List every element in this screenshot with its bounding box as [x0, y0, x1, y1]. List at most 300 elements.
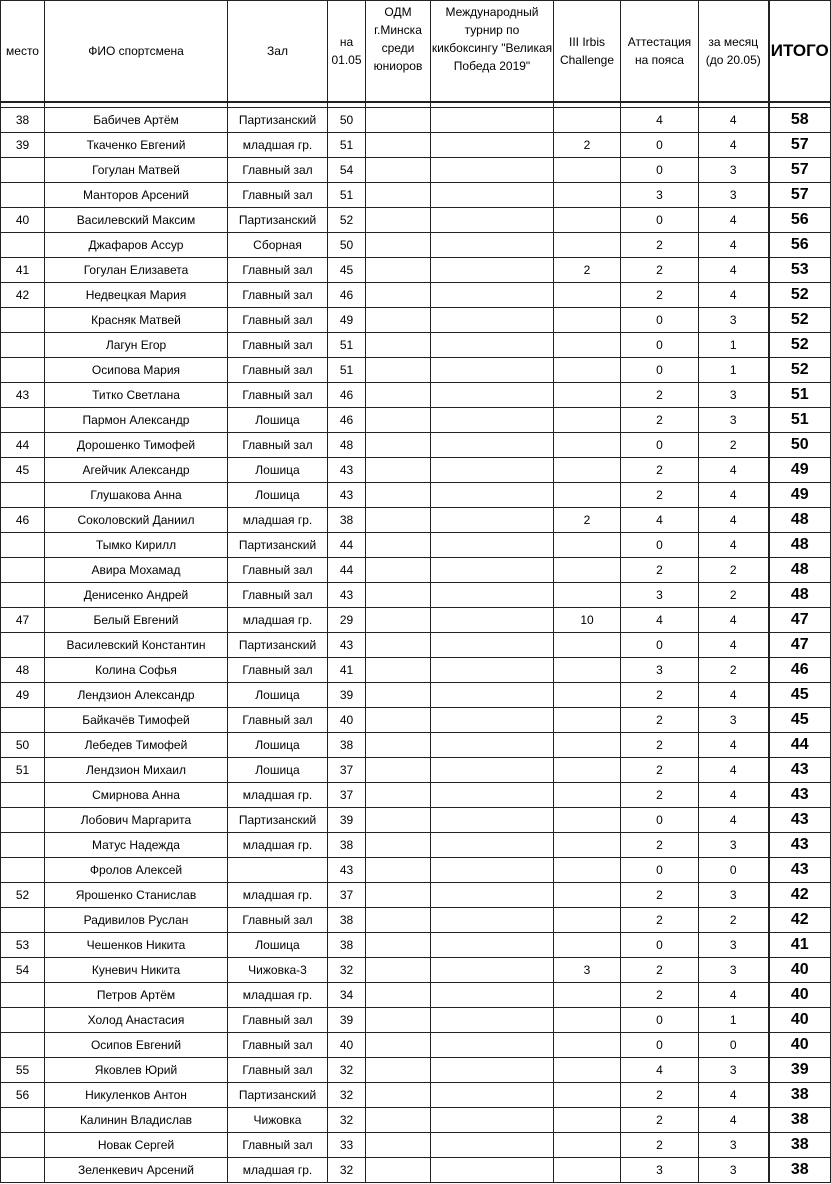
cell-gym: младшая гр.	[228, 833, 328, 858]
table-row	[1, 433, 831, 458]
cell-belt: 4	[621, 108, 699, 133]
cell-as-of: 40	[328, 708, 366, 733]
header-month: за месяц (до 20.05)	[699, 1, 769, 103]
table-row	[1, 358, 831, 383]
cell-belt: 2	[621, 908, 699, 933]
cell-month: 4	[699, 533, 769, 558]
cell-intl-tournament	[431, 433, 554, 458]
cell-irbis	[554, 283, 621, 308]
cell-as-of: 32	[328, 1058, 366, 1083]
table-row	[1, 583, 831, 608]
cell-gym: младшая гр.	[228, 508, 328, 533]
cell-irbis	[554, 408, 621, 433]
cell-irbis	[554, 908, 621, 933]
table-row	[1, 408, 831, 433]
cell-total: 48	[769, 533, 831, 558]
cell-place	[1, 333, 45, 358]
cell-irbis	[554, 533, 621, 558]
cell-irbis	[554, 358, 621, 383]
cell-month: 1	[699, 333, 769, 358]
cell-as-of: 38	[328, 733, 366, 758]
cell-as-of: 41	[328, 658, 366, 683]
table-row	[1, 383, 831, 408]
cell-place	[1, 983, 45, 1008]
cell-month: 1	[699, 1008, 769, 1033]
cell-month: 2	[699, 908, 769, 933]
cell-as-of: 37	[328, 883, 366, 908]
cell-odm	[366, 333, 431, 358]
table-row	[1, 758, 831, 783]
cell-name: Ярошенко Станислав	[45, 883, 228, 908]
cell-month: 4	[699, 458, 769, 483]
cell-month: 3	[699, 183, 769, 208]
cell-name: Лобович Маргарита	[45, 808, 228, 833]
cell-intl-tournament	[431, 233, 554, 258]
header-irbis-challenge: III Irbis Challenge	[554, 1, 621, 103]
table-row	[1, 808, 831, 833]
table-row	[1, 158, 831, 183]
cell-belt: 2	[621, 283, 699, 308]
cell-total: 45	[769, 683, 831, 708]
cell-gym: Главный зал	[228, 358, 328, 383]
cell-name: Недвецкая Мария	[45, 283, 228, 308]
cell-as-of: 52	[328, 208, 366, 233]
cell-name: Ткаченко Евгений	[45, 133, 228, 158]
cell-irbis: 3	[554, 958, 621, 983]
cell-as-of: 46	[328, 283, 366, 308]
cell-place	[1, 908, 45, 933]
cell-gym: Главный зал	[228, 708, 328, 733]
cell-total: 48	[769, 508, 831, 533]
cell-as-of: 45	[328, 258, 366, 283]
cell-irbis	[554, 308, 621, 333]
cell-gym: Главный зал	[228, 558, 328, 583]
cell-name: Манторов Арсений	[45, 183, 228, 208]
cell-belt: 2	[621, 233, 699, 258]
cell-belt: 4	[621, 508, 699, 533]
header-name: ФИО спортсмена	[45, 1, 228, 103]
cell-name: Калинин Владислав	[45, 1108, 228, 1133]
cell-gym: Лошица	[228, 933, 328, 958]
table-row	[1, 608, 831, 633]
cell-intl-tournament	[431, 558, 554, 583]
cell-odm	[366, 1008, 431, 1033]
cell-belt: 4	[621, 608, 699, 633]
cell-month: 4	[699, 508, 769, 533]
cell-irbis: 2	[554, 133, 621, 158]
cell-total: 57	[769, 183, 831, 208]
cell-as-of: 51	[328, 133, 366, 158]
table-row	[1, 708, 831, 733]
cell-total: 50	[769, 433, 831, 458]
cell-place	[1, 1108, 45, 1133]
cell-place	[1, 533, 45, 558]
cell-gym: младшая гр.	[228, 133, 328, 158]
cell-gym: Главный зал	[228, 908, 328, 933]
cell-gym: Лошица	[228, 483, 328, 508]
cell-belt: 3	[621, 1158, 699, 1183]
cell-as-of: 44	[328, 558, 366, 583]
cell-odm	[366, 233, 431, 258]
cell-place: 41	[1, 258, 45, 283]
cell-belt: 2	[621, 258, 699, 283]
cell-irbis	[554, 983, 621, 1008]
cell-as-of: 51	[328, 333, 366, 358]
cell-place: 55	[1, 1058, 45, 1083]
cell-as-of: 32	[328, 1158, 366, 1183]
cell-place: 48	[1, 658, 45, 683]
cell-belt: 2	[621, 783, 699, 808]
cell-month: 4	[699, 1083, 769, 1108]
table-row	[1, 783, 831, 808]
cell-intl-tournament	[431, 1133, 554, 1158]
cell-irbis	[554, 758, 621, 783]
cell-gym: Лошица	[228, 683, 328, 708]
cell-place: 43	[1, 383, 45, 408]
cell-total: 49	[769, 483, 831, 508]
cell-total: 40	[769, 958, 831, 983]
cell-intl-tournament	[431, 508, 554, 533]
cell-as-of: 34	[328, 983, 366, 1008]
cell-gym: Чижовка-3	[228, 958, 328, 983]
cell-gym: Главный зал	[228, 283, 328, 308]
cell-total: 53	[769, 258, 831, 283]
header-gym: Зал	[228, 1, 328, 103]
cell-intl-tournament	[431, 808, 554, 833]
table-row	[1, 1008, 831, 1033]
cell-total: 44	[769, 733, 831, 758]
cell-total: 52	[769, 283, 831, 308]
cell-intl-tournament	[431, 933, 554, 958]
table-row	[1, 983, 831, 1008]
cell-gym: младшая гр.	[228, 608, 328, 633]
cell-irbis	[554, 1083, 621, 1108]
cell-odm	[366, 908, 431, 933]
cell-total: 43	[769, 808, 831, 833]
cell-intl-tournament	[431, 483, 554, 508]
cell-intl-tournament	[431, 1058, 554, 1083]
cell-odm	[366, 608, 431, 633]
cell-odm	[366, 158, 431, 183]
cell-place	[1, 158, 45, 183]
cell-belt: 2	[621, 383, 699, 408]
cell-place	[1, 583, 45, 608]
cell-place: 47	[1, 608, 45, 633]
table-row	[1, 183, 831, 208]
cell-irbis	[554, 683, 621, 708]
cell-month: 4	[699, 633, 769, 658]
cell-month: 2	[699, 558, 769, 583]
cell-as-of: 32	[328, 958, 366, 983]
cell-intl-tournament	[431, 683, 554, 708]
cell-total: 40	[769, 983, 831, 1008]
cell-belt: 0	[621, 358, 699, 383]
cell-irbis	[554, 633, 621, 658]
cell-odm	[366, 1158, 431, 1183]
cell-odm	[366, 733, 431, 758]
cell-month: 4	[699, 683, 769, 708]
cell-belt: 2	[621, 758, 699, 783]
cell-irbis	[554, 483, 621, 508]
cell-month: 3	[699, 1058, 769, 1083]
cell-gym: младшая гр.	[228, 983, 328, 1008]
cell-gym: младшая гр.	[228, 783, 328, 808]
cell-gym: Главный зал	[228, 1033, 328, 1058]
cell-as-of: 32	[328, 1083, 366, 1108]
cell-month: 3	[699, 308, 769, 333]
cell-odm	[366, 658, 431, 683]
cell-intl-tournament	[431, 1033, 554, 1058]
cell-odm	[366, 1058, 431, 1083]
cell-month: 3	[699, 1158, 769, 1183]
cell-place: 46	[1, 508, 45, 533]
cell-gym: Лошица	[228, 458, 328, 483]
cell-name: Василевский Константин	[45, 633, 228, 658]
cell-month: 4	[699, 108, 769, 133]
cell-place: 51	[1, 758, 45, 783]
cell-as-of: 38	[328, 833, 366, 858]
cell-gym: Партизанский	[228, 533, 328, 558]
cell-gym: Главный зал	[228, 183, 328, 208]
table-row	[1, 1133, 831, 1158]
cell-month: 4	[699, 608, 769, 633]
cell-odm	[366, 1108, 431, 1133]
cell-intl-tournament	[431, 458, 554, 483]
cell-intl-tournament	[431, 833, 554, 858]
cell-gym: Лошица	[228, 758, 328, 783]
cell-name: Титко Светлана	[45, 383, 228, 408]
cell-as-of: 43	[328, 633, 366, 658]
cell-intl-tournament	[431, 183, 554, 208]
cell-total: 43	[769, 758, 831, 783]
cell-as-of: 37	[328, 758, 366, 783]
cell-month: 4	[699, 283, 769, 308]
cell-total: 43	[769, 783, 831, 808]
cell-intl-tournament	[431, 308, 554, 333]
cell-as-of: 50	[328, 233, 366, 258]
cell-gym: Главный зал	[228, 383, 328, 408]
cell-irbis	[554, 933, 621, 958]
cell-as-of: 37	[328, 783, 366, 808]
table-row	[1, 633, 831, 658]
cell-place	[1, 633, 45, 658]
cell-irbis: 2	[554, 508, 621, 533]
table-header	[1, 1, 831, 103]
cell-name: Новак Сергей	[45, 1133, 228, 1158]
cell-belt: 2	[621, 558, 699, 583]
cell-irbis	[554, 433, 621, 458]
cell-gym: Лошица	[228, 408, 328, 433]
cell-as-of: 46	[328, 408, 366, 433]
cell-place: 53	[1, 933, 45, 958]
cell-odm	[366, 358, 431, 383]
cell-total: 52	[769, 308, 831, 333]
cell-intl-tournament	[431, 908, 554, 933]
table-row	[1, 558, 831, 583]
cell-name: Фролов Алексей	[45, 858, 228, 883]
cell-gym: Главный зал	[228, 1008, 328, 1033]
cell-total: 49	[769, 458, 831, 483]
cell-name: Агейчик Александр	[45, 458, 228, 483]
cell-belt: 4	[621, 1058, 699, 1083]
cell-gym: Партизанский	[228, 1083, 328, 1108]
table-row	[1, 458, 831, 483]
cell-belt: 2	[621, 883, 699, 908]
cell-as-of: 32	[328, 1108, 366, 1133]
cell-name: Осипова Мария	[45, 358, 228, 383]
table-row	[1, 883, 831, 908]
cell-place	[1, 1133, 45, 1158]
header-odm: ОДМ г.Минска среди юниоров	[366, 1, 431, 103]
cell-odm	[366, 1133, 431, 1158]
cell-intl-tournament	[431, 133, 554, 158]
cell-as-of: 43	[328, 583, 366, 608]
cell-intl-tournament	[431, 658, 554, 683]
cell-belt: 3	[621, 658, 699, 683]
cell-intl-tournament	[431, 258, 554, 283]
cell-irbis	[554, 583, 621, 608]
cell-place	[1, 1033, 45, 1058]
cell-as-of: 51	[328, 183, 366, 208]
cell-odm	[366, 558, 431, 583]
cell-odm	[366, 833, 431, 858]
cell-month: 4	[699, 258, 769, 283]
cell-month: 2	[699, 583, 769, 608]
table-row	[1, 733, 831, 758]
cell-intl-tournament	[431, 958, 554, 983]
cell-month: 3	[699, 158, 769, 183]
cell-gym: Чижовка	[228, 1108, 328, 1133]
table-row	[1, 258, 831, 283]
cell-place	[1, 408, 45, 433]
cell-odm	[366, 758, 431, 783]
table-row	[1, 658, 831, 683]
cell-belt: 2	[621, 1083, 699, 1108]
cell-month: 3	[699, 958, 769, 983]
header-place: место	[1, 1, 45, 103]
cell-place	[1, 808, 45, 833]
cell-place	[1, 308, 45, 333]
cell-gym: Главный зал	[228, 258, 328, 283]
cell-name: Гогулан Елизавета	[45, 258, 228, 283]
cell-place: 52	[1, 883, 45, 908]
cell-gym: младшая гр.	[228, 883, 328, 908]
cell-name: Денисенко Андрей	[45, 583, 228, 608]
cell-place	[1, 358, 45, 383]
cell-as-of: 39	[328, 683, 366, 708]
cell-irbis	[554, 808, 621, 833]
cell-belt: 2	[621, 683, 699, 708]
cell-as-of: 44	[328, 533, 366, 558]
table-row	[1, 1058, 831, 1083]
cell-name: Соколовский Даниил	[45, 508, 228, 533]
cell-total: 38	[769, 1158, 831, 1183]
cell-gym: Главный зал	[228, 433, 328, 458]
cell-belt: 0	[621, 933, 699, 958]
cell-odm	[366, 183, 431, 208]
cell-total: 52	[769, 333, 831, 358]
cell-name: Никуленков Антон	[45, 1083, 228, 1108]
cell-total: 38	[769, 1133, 831, 1158]
cell-total: 51	[769, 408, 831, 433]
cell-odm	[366, 258, 431, 283]
cell-odm	[366, 533, 431, 558]
cell-irbis	[554, 558, 621, 583]
table-row	[1, 533, 831, 558]
cell-irbis	[554, 108, 621, 133]
cell-name: Красняк Матвей	[45, 308, 228, 333]
cell-gym: Главный зал	[228, 1058, 328, 1083]
cell-belt: 0	[621, 1008, 699, 1033]
cell-belt: 0	[621, 158, 699, 183]
cell-intl-tournament	[431, 733, 554, 758]
cell-irbis	[554, 1133, 621, 1158]
cell-as-of: 39	[328, 808, 366, 833]
cell-month: 3	[699, 883, 769, 908]
cell-month: 1	[699, 358, 769, 383]
cell-name: Пармон Александр	[45, 408, 228, 433]
cell-total: 41	[769, 933, 831, 958]
cell-place	[1, 833, 45, 858]
cell-belt: 0	[621, 858, 699, 883]
cell-gym: Главный зал	[228, 583, 328, 608]
cell-place: 45	[1, 458, 45, 483]
cell-name: Лендзион Александр	[45, 683, 228, 708]
cell-as-of: 33	[328, 1133, 366, 1158]
cell-place	[1, 783, 45, 808]
cell-intl-tournament	[431, 158, 554, 183]
cell-belt: 0	[621, 433, 699, 458]
cell-odm	[366, 108, 431, 133]
cell-irbis	[554, 1033, 621, 1058]
table-row	[1, 483, 831, 508]
cell-month: 3	[699, 408, 769, 433]
cell-intl-tournament	[431, 783, 554, 808]
cell-name: Авира Мохамад	[45, 558, 228, 583]
cell-belt: 0	[621, 808, 699, 833]
table-row	[1, 908, 831, 933]
cell-total: 40	[769, 1033, 831, 1058]
cell-place	[1, 183, 45, 208]
cell-total: 52	[769, 358, 831, 383]
header-total: ИТОГО	[769, 1, 831, 103]
cell-gym	[228, 858, 328, 883]
cell-month: 4	[699, 1108, 769, 1133]
table-body	[1, 108, 831, 1183]
cell-irbis	[554, 1008, 621, 1033]
cell-gym: Партизанский	[228, 633, 328, 658]
cell-name: Матус Надежда	[45, 833, 228, 858]
cell-odm	[366, 283, 431, 308]
cell-total: 57	[769, 133, 831, 158]
cell-month: 4	[699, 983, 769, 1008]
cell-month: 2	[699, 433, 769, 458]
cell-irbis	[554, 783, 621, 808]
cell-belt: 2	[621, 483, 699, 508]
cell-gym: Главный зал	[228, 333, 328, 358]
cell-odm	[366, 583, 431, 608]
cell-as-of: 43	[328, 483, 366, 508]
cell-odm	[366, 883, 431, 908]
cell-belt: 2	[621, 408, 699, 433]
cell-name: Смирнова Анна	[45, 783, 228, 808]
cell-irbis	[554, 1058, 621, 1083]
table-row	[1, 208, 831, 233]
cell-irbis	[554, 333, 621, 358]
cell-irbis	[554, 658, 621, 683]
cell-gym: Главный зал	[228, 658, 328, 683]
cell-intl-tournament	[431, 1158, 554, 1183]
